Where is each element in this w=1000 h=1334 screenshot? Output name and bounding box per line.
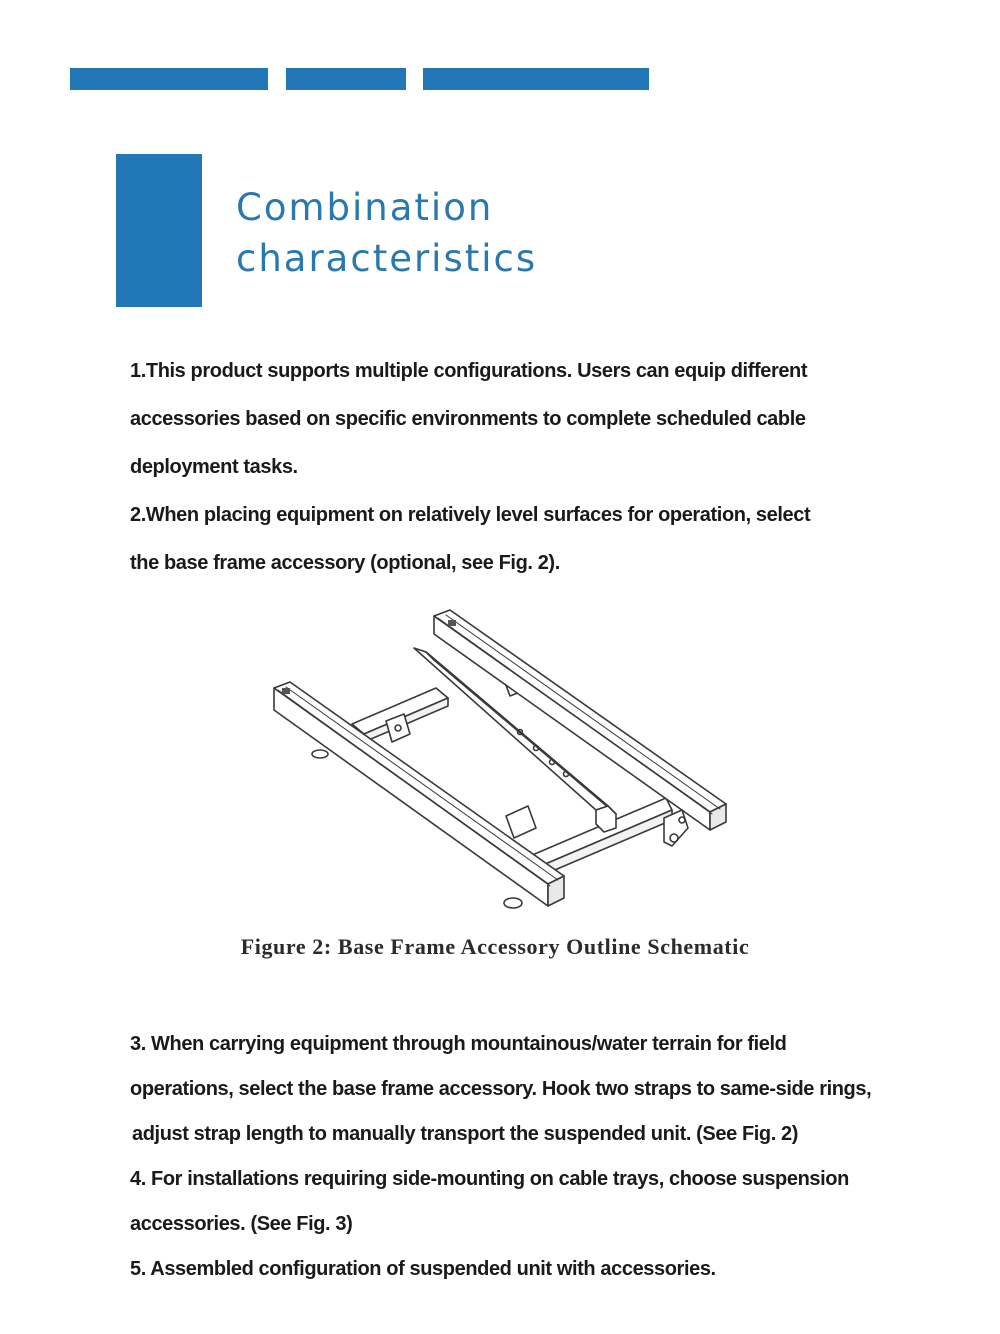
intro-paragraph <box>130 347 920 587</box>
detail-paragraph <box>130 1022 920 1292</box>
text-line: 2.When placing equipment on relatively level surfaces for operation, select <box>130 504 811 526</box>
text-line: 4. For installations requiring side-mounting on cable trays, choose suspension <box>130 1168 849 1190</box>
text-line: the base frame accessory (optional, see Fig. 2). <box>130 552 560 574</box>
header-decor-bar <box>423 68 649 90</box>
section-title-line: Combination <box>236 186 494 229</box>
figure-caption: Figure 2: Base Frame Accessory Outline Schematic <box>240 934 750 959</box>
section-title <box>236 182 537 284</box>
header-decor-bar <box>70 68 268 90</box>
header-decor-bar <box>286 68 406 90</box>
text-line: deployment tasks. <box>130 456 298 478</box>
text-line: adjust strap length to manually transport the suspended unit. (See Fig. 2) <box>132 1123 799 1145</box>
text-line: accessories. (See Fig. 3) <box>130 1213 353 1235</box>
text-line: 5. Assembled configuration of suspended unit with accessories. <box>130 1258 716 1280</box>
section-title-line: characteristics <box>236 237 538 280</box>
base-frame-illustration <box>268 606 734 922</box>
text-line: 3. When carrying equipment through mountainous/water terrain for field <box>130 1033 787 1055</box>
text-line: 1.This product supports multiple configurations. Users can equip different <box>130 360 808 382</box>
text-line: operations, select the base frame accessory. Hook two straps to same-side rings, <box>130 1078 872 1100</box>
title-accent-block <box>116 154 202 307</box>
text-line: accessories based on specific environments to complete scheduled cable <box>130 408 806 430</box>
